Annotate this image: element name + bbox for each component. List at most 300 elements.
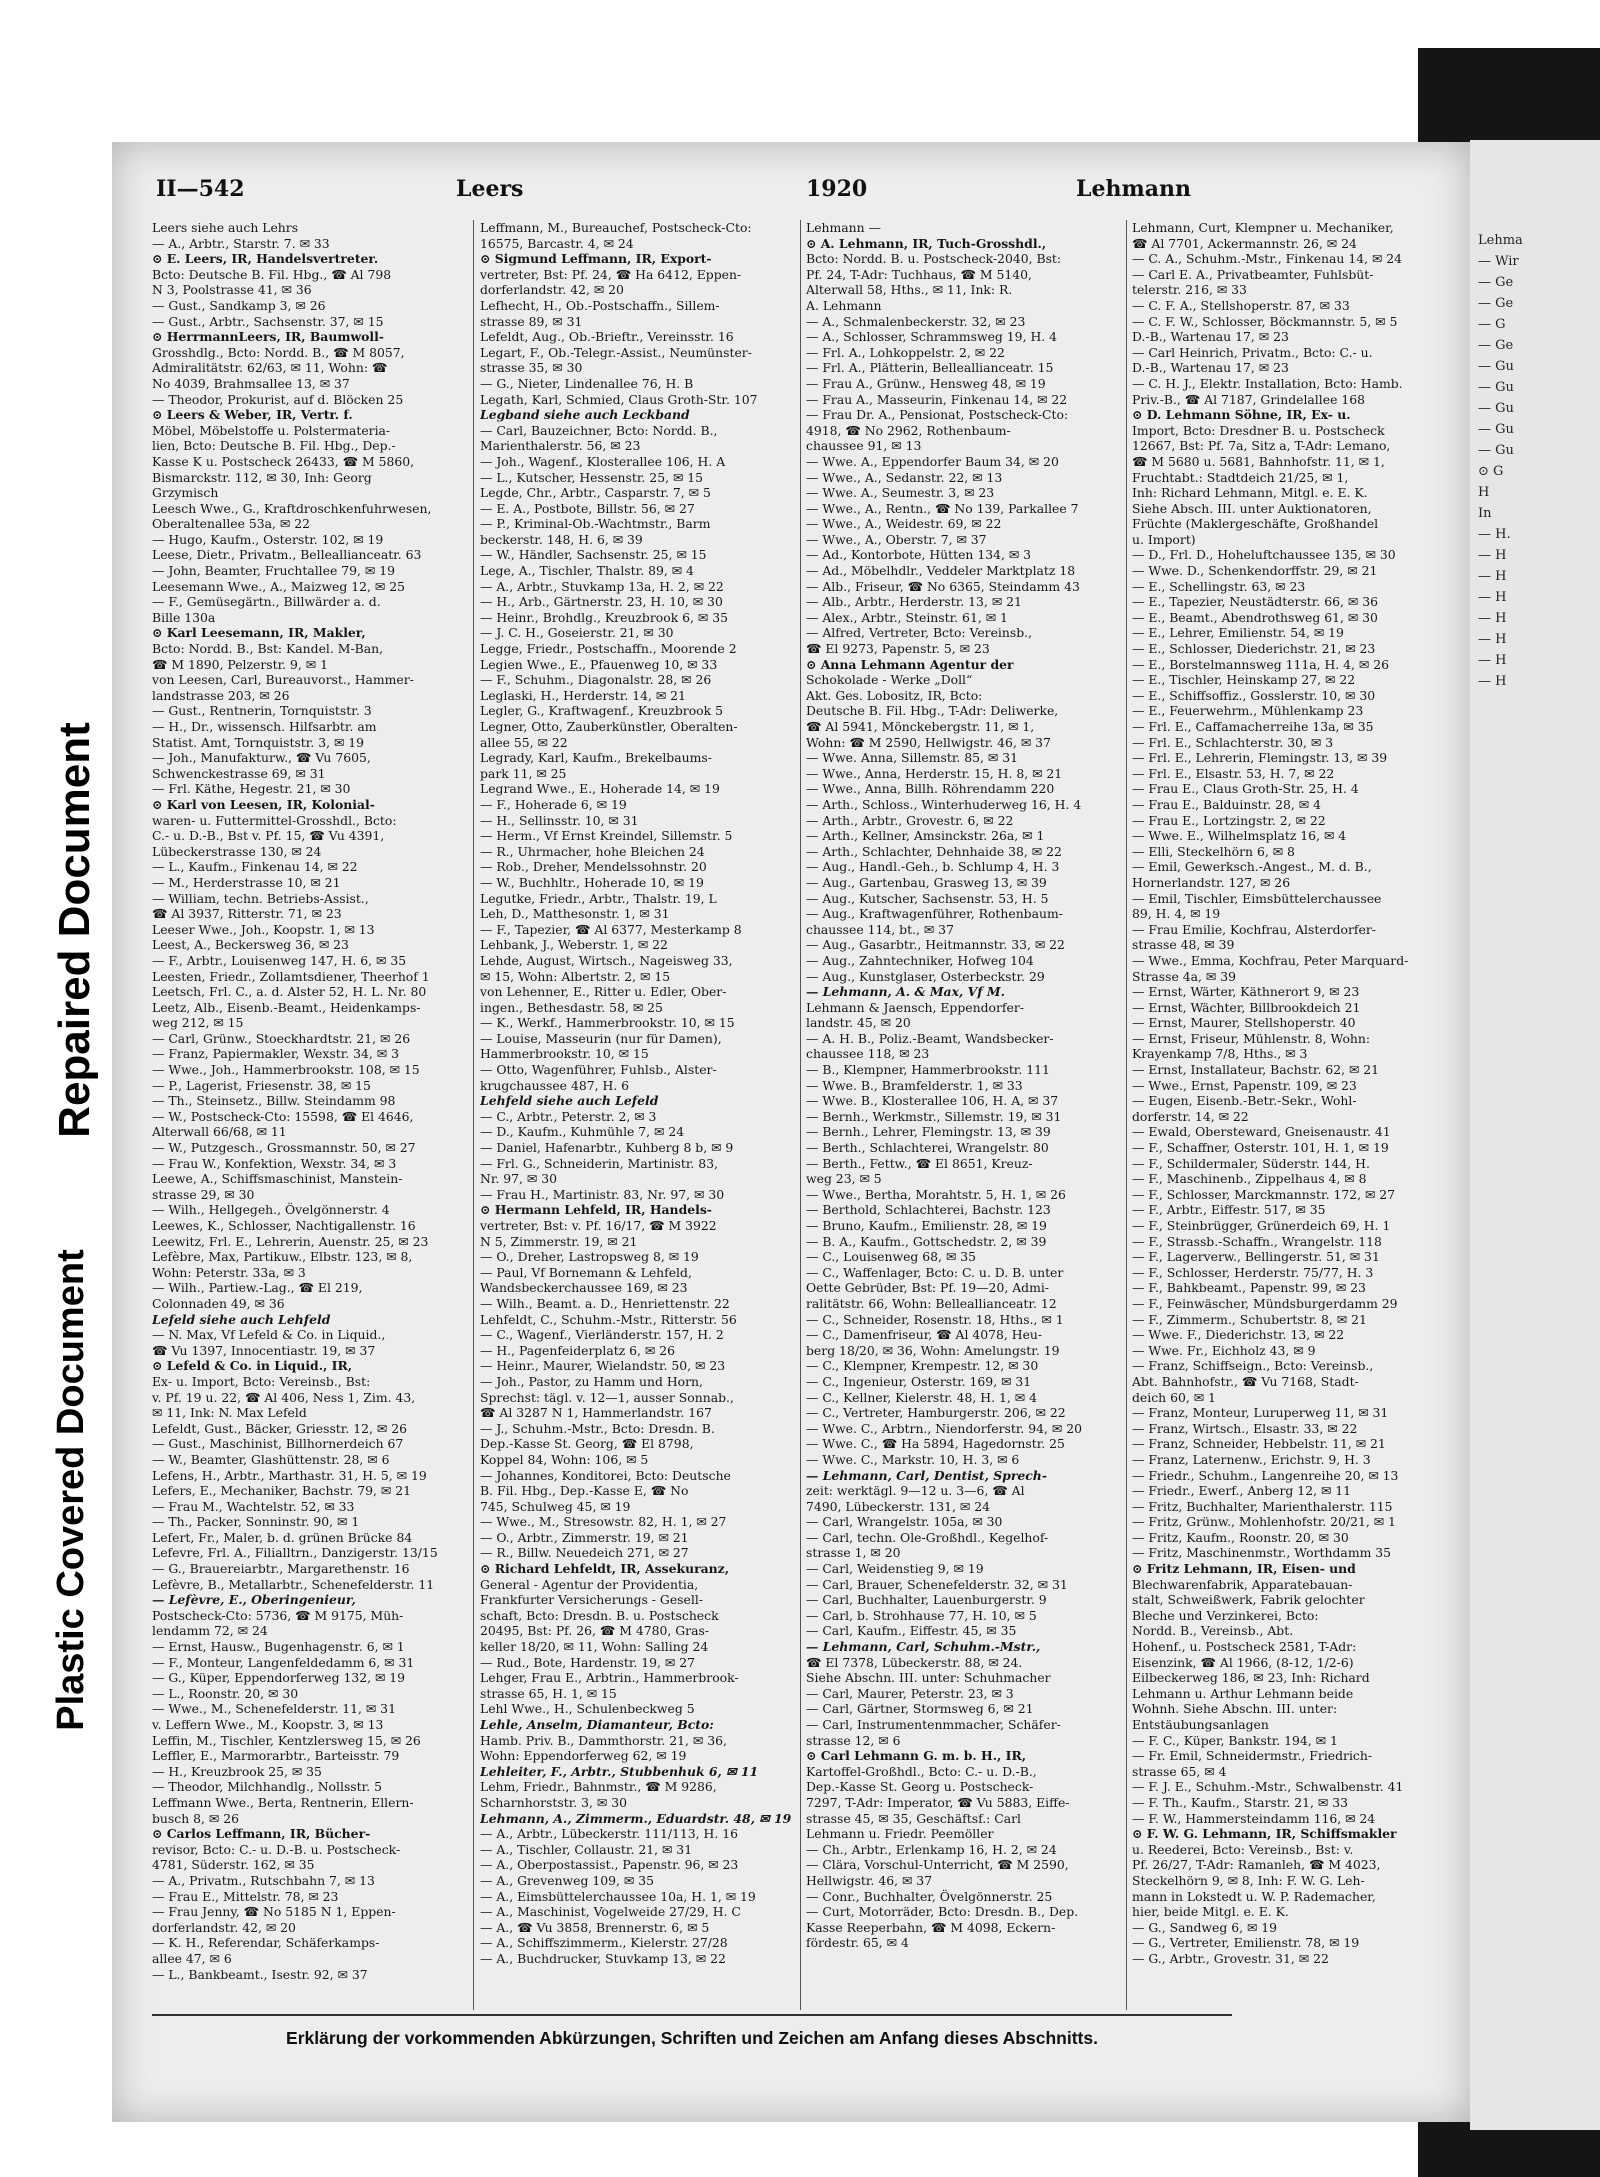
directory-entry: ⊙ Sigmund Leffmann, IR, Export- (480, 251, 712, 267)
next-page-fragment: — Ge (1478, 296, 1514, 311)
directory-entry: allee 47, ✉ 6 (152, 1950, 232, 1966)
directory-entry: Steckelhörn 9, ✉ 8, Inh: F. W. G. Leh- (1132, 1872, 1365, 1888)
directory-entry: — F., Schlosser, Marckmannstr. 172, ✉ 27 (1132, 1186, 1396, 1202)
directory-entry: Priv.-B., ☎ Al 7187, Grindelallee 168 (1132, 391, 1365, 407)
directory-entry: Alterwall 66/68, ✉ 11 (152, 1124, 287, 1140)
directory-entry: — C., Schneider, Rosenstr. 18, Hths., ✉ 1 (806, 1311, 1064, 1327)
directory-entry: — W., Händler, Sachsenstr. 25, ✉ 15 (480, 547, 707, 563)
directory-entry: — C., Waffenlager, Bcto: C. u. D. B. unter (806, 1264, 1064, 1280)
directory-entry: Lehde, August, Wirtsch., Nageisweg 33, (480, 952, 733, 968)
directory-entry: — Carl, Bauzeichner, Bcto: Nordd. B., (480, 422, 718, 438)
directory-entry: Bismarckstr. 112, ✉ 30, Inh: Georg (152, 469, 372, 485)
directory-entry: Bleche und Verzinkerei, Bcto: (1132, 1607, 1319, 1623)
directory-entry: — Theodor, Milchhandlg., Nollsstr. 5 (152, 1779, 382, 1795)
directory-entry: — B., Klempner, Hammerbrookstr. 111 (806, 1062, 1050, 1078)
directory-entry: — Frl. E., Schlachterstr. 30, ✉ 3 (1132, 734, 1334, 750)
directory-entry: ⊙ D. Lehmann Söhne, IR, Ex- u. (1132, 407, 1351, 423)
directory-entry: — F., Arbtr., Louisenweg 147, H. 6, ✉ 35 (152, 952, 407, 968)
directory-entry: — C. F. A., Stellshoperstr. 87, ✉ 33 (1132, 297, 1350, 313)
directory-entry: — Aug., Zahntechniker, Hofweg 104 (806, 952, 1034, 968)
next-page-fragment: In (1478, 506, 1492, 521)
directory-entry: fördestr. 65, ✉ 4 (806, 1935, 909, 1951)
directory-entry: Lehleiter, F., Arbtr., Stubbenhuk 6, ✉ 11 (480, 1763, 759, 1779)
directory-entry: — F., Lagerverw., Bellingerstr. 51, ✉ 31 (1132, 1249, 1380, 1265)
entry-column-4 (1132, 220, 1444, 1967)
directory-entry: — Frl. G., Schneiderin, Martinistr. 83, (480, 1155, 719, 1171)
directory-entry: 4918, ☎ No 2962, Rothenbaum- (806, 422, 1011, 438)
directory-entry: strasse 1, ✉ 20 (806, 1545, 901, 1561)
directory-entry: D.-B., Wartenau 17, ✉ 23 (1132, 329, 1289, 345)
directory-entry: Leesemann Wwe., A., Maizweg 12, ✉ 25 (152, 578, 405, 594)
directory-entry: — Wwe., A., Weidestr. 69, ✉ 22 (806, 516, 1002, 532)
directory-entry: — Ernst, Installateur, Bachstr. 62, ✉ 21 (1132, 1062, 1380, 1078)
directory-entry: — Friedr., Ewerf., Anberg 12, ✉ 11 (1132, 1483, 1352, 1499)
directory-entry: — Heinr., Brohdlg., Kreuzbrook 6, ✉ 35 (480, 609, 728, 625)
next-page-fragment: — Ge (1478, 275, 1514, 290)
directory-entry: Wandsbeckerchaussee 169, ✉ 23 (480, 1280, 688, 1296)
directory-entry: — Ernst, Maurer, Stellshoperstr. 40 (1132, 1015, 1356, 1031)
directory-entry: Alterwall 58, Hths., ✉ 11, Ink: R. (806, 282, 1013, 298)
column-divider (473, 220, 474, 2010)
directory-entry: — A., Tischler, Collaustr. 21, ✉ 31 (480, 1841, 693, 1857)
directory-entry: waren- u. Futtermittel-Grosshdl., Bcto: (152, 812, 397, 828)
directory-entry: — R., Uhrmacher, hohe Bleichen 24 (480, 843, 705, 859)
directory-entry: lien, Bcto: Deutsche B. Fil. Hbg., Dep.- (152, 438, 396, 454)
directory-entry: — K., Werkf., Hammerbrookstr. 10, ✉ 15 (480, 1015, 735, 1031)
directory-entry: ⊙ Karl Leesemann, IR, Makler, (152, 625, 366, 641)
page-number: II—542 (156, 176, 245, 202)
directory-entry: ralitätstr. 66, Wohn: Belleallianceatr. 12 (806, 1295, 1057, 1311)
directory-entry: — F. W., Hammersteindamm 116, ✉ 24 (1132, 1810, 1376, 1826)
directory-entry: General - Agentur der Providentia, (480, 1576, 699, 1592)
directory-entry: — Berthold, Schlachterei, Bachstr. 123 (806, 1202, 1051, 1218)
directory-entry: — Frau H., Martinistr. 83, Nr. 97, ✉ 30 (480, 1186, 725, 1202)
directory-entry: — Lehmann, A. & Max, Vf M. (806, 984, 1005, 1000)
directory-entry: Hohenf., u. Postscheck 2581, T-Adr: (1132, 1639, 1357, 1655)
directory-entry: — Gust., Maschinist, Billhornerdeich 67 (152, 1436, 404, 1452)
directory-entry: strasse 45, ✉ 35, Geschäftsf.: Carl (806, 1810, 1022, 1826)
directory-entry: — F., Maschinenb., Zippelhaus 4, ✉ 8 (1132, 1171, 1367, 1187)
directory-entry: — F., Schlosser, Herderstr. 75/77, H. 3 (1132, 1264, 1374, 1280)
directory-entry: — Alfred, Vertreter, Bcto: Vereinsb., (806, 625, 1033, 641)
directory-entry: ingen., Bethesdastr. 58, ✉ 25 (480, 999, 663, 1015)
directory-entry: — Frl. E., Elsastr. 53, H. 7, ✉ 22 (1132, 765, 1335, 781)
directory-entry: Lefeldt, Gust., Bäcker, Griesstr. 12, ✉ 26 (152, 1420, 407, 1436)
directory-entry: Lefens, H., Arbtr., Marthastr. 31, H. 5, ✉ 19 (152, 1467, 427, 1483)
directory-entry: — Carl, Kaufm., Eiffestr. 45, ✉ 35 (806, 1623, 1017, 1639)
directory-entry: Legner, Otto, Zauberkünstler, Oberalten- (480, 719, 738, 734)
directory-entry: — C., Ingenieur, Osterstr. 169, ✉ 31 (806, 1373, 1032, 1389)
directory-entry: — Berth., Fettw., ☎ El 8651, Kreuz- (806, 1155, 1033, 1171)
directory-entry: Lübeckerstrasse 130, ✉ 24 (152, 843, 322, 859)
directory-entry: ☎ El 7378, Lübeckerstr. 88, ✉ 24. (806, 1654, 1023, 1670)
directory-entry: Blechwarenfabrik, Apparatebauan- (1132, 1576, 1353, 1592)
directory-entry: — Fritz, Maschinenmstr., Worthdamm 35 (1132, 1545, 1392, 1561)
directory-entry: Abt. Bahnhofstr., ☎ Vu 7168, Stadt- (1132, 1373, 1359, 1389)
directory-entry: berg 18/20, ✉ 36, Wohn: Amelungstr. 19 (806, 1342, 1060, 1358)
directory-entry: — G., Vertreter, Emilienstr. 78, ✉ 19 (1132, 1935, 1360, 1951)
directory-entry: Admiralitätstr. 62/63, ✉ 11, Wohn: ☎ (152, 360, 388, 376)
directory-entry: — A. H. B., Poliz.-Beamt, Wandsbecker- (806, 1030, 1054, 1046)
directory-entry: — H., Dr., wissensch. Hilfsarbtr. am (152, 719, 377, 734)
directory-entry: keller 18/20, ✉ 11, Wohn: Salling 24 (480, 1639, 709, 1655)
directory-entry: — A., Schmalenbeckerstr. 32, ✉ 23 (806, 313, 1026, 329)
directory-entry: Ex- u. Import, Bcto: Vereinsb., Bst: (152, 1373, 371, 1389)
directory-entry: — Th., Packer, Sonninstr. 90, ✉ 1 (152, 1514, 360, 1530)
directory-entry: — Wwe. A., Eppendorfer Baum 34, ✉ 20 (806, 453, 1059, 469)
directory-entry: Hammerbrookstr. 10, ✉ 15 (480, 1046, 649, 1062)
directory-entry: — Carl, Gärtner, Stormsweg 6, ✉ 21 (806, 1701, 1034, 1717)
directory-entry: B. Fil. Hbg., Dep.-Kasse E, ☎ No (480, 1483, 689, 1499)
directory-entry: — Carl E. A., Privatbeamter, Fuhlsbüt- (1132, 266, 1374, 282)
directory-entry: strasse 35, ✉ 30 (480, 360, 583, 376)
directory-entry: Lehmann u. Friedr. Peemöller (806, 1826, 994, 1842)
directory-entry: Inh: Richard Lehmann, Mitgl. e. E. K. (1132, 485, 1368, 501)
directory-entry: ⊙ F. W. G. Lehmann, IR, Schiffsmakler (1132, 1826, 1397, 1842)
directory-entry: — F. J. E., Schuhm.-Mstr., Schwalbenstr. 41 (1132, 1779, 1404, 1795)
directory-entry: ☎ Al 5941, Mönckebergstr. 11, ✉ 1, (806, 719, 1035, 734)
directory-entry: — Carl, Buchhalter, Lauenburgerstr. 9 (806, 1592, 1047, 1608)
directory-entry: D.-B., Wartenau 17, ✉ 23 (1132, 360, 1289, 376)
directory-entry: Wohn: ☎ M 2590, Hellwigstr. 46, ✉ 37 (806, 734, 1051, 750)
directory-entry: Lehle, Anselm, Diamanteur, Bcto: (480, 1717, 714, 1732)
next-page-fragment: — H (1478, 569, 1507, 584)
directory-entry: — Wwe., A., Sedanstr. 22, ✉ 13 (806, 469, 1003, 485)
directory-entry: dorferstr. 14, ✉ 22 (1132, 1108, 1249, 1124)
directory-entry: — A., Privatm., Rutschbahn 7, ✉ 13 (152, 1872, 375, 1888)
directory-entry: — Conr., Buchhalter, Övelgönnerstr. 25 (806, 1888, 1053, 1904)
directory-entry: — Wwe., Emma, Kochfrau, Peter Marquard- (1132, 952, 1409, 968)
directory-entry: — Wwe. C., Markstr. 10, H. 3, ✉ 6 (806, 1451, 1020, 1467)
directory-entry: Siehe Absch. III. unter Auktionatoren, (1132, 500, 1372, 516)
directory-entry: Leetsch, Frl. C., a. d. Alster 52, H. L. Nr. 80 (152, 984, 427, 1000)
directory-entry: — Frau A., Grünw., Hensweg 48, ✉ 19 (806, 375, 1046, 391)
next-page-fragment: — Ge (1478, 338, 1514, 353)
directory-entry: — Ch., Arbtr., Erlenkamp 16, H. 2, ✉ 24 (806, 1841, 1057, 1857)
directory-entry: — P., Kriminal-Ob.-Wachtmstr., Barm (480, 516, 711, 532)
directory-entry: Legrand Wwe., E., Hoherade 14, ✉ 19 (480, 781, 720, 797)
directory-entry: Koppel 84, Wohn: 106, ✉ 5 (480, 1451, 649, 1467)
directory-entry: Legler, G., Kraftwagenf., Kreuzbrook 5 (480, 703, 723, 719)
directory-entry: — Joh., Pastor, zu Hamm und Horn, (480, 1373, 703, 1389)
directory-entry: — Bernh., Werkmstr., Sillemstr. 19, ✉ 31 (806, 1108, 1062, 1124)
directory-entry: No 4039, Brahmsallee 13, ✉ 37 (152, 375, 350, 391)
directory-entry: — Franz, Papiermakler, Wexstr. 34, ✉ 3 (152, 1046, 399, 1062)
directory-entry: — Frau E., Lortzingstr. 2, ✉ 22 (1132, 812, 1326, 828)
directory-entry: — C., Arbtr., Peterstr. 2, ✉ 3 (480, 1108, 657, 1124)
directory-entry: chaussee 91, ✉ 13 (806, 438, 922, 454)
directory-entry: — Frl. A., Plätterin, Belleallianceatr. 15 (806, 360, 1054, 376)
directory-entry: ⊙ Anna Lehmann Agentur der (806, 656, 1014, 672)
directory-entry: — F. Th., Kaufm., Starstr. 21, ✉ 33 (1132, 1794, 1348, 1810)
header-year: 1920 (806, 176, 868, 202)
directory-entry: — Alb., Arbtr., Herderstr. 13, ✉ 21 (806, 594, 1022, 610)
directory-entry: — Ad., Kontorbote, Hütten 134, ✉ 3 (806, 547, 1032, 563)
directory-entry: v. Pf. 19 u. 22, ☎ Al 406, Ness 1, Zim. 43, (152, 1389, 416, 1405)
directory-entry: — A., Arbtr., Stuvkamp 13a, H. 2, ✉ 22 (480, 578, 724, 594)
directory-entry: — C. A., Schuhm.-Mstr., Finkenau 14, ✉ 24 (1132, 251, 1403, 267)
directory-entry: Oberaltenallee 53a, ✉ 22 (152, 516, 311, 532)
directory-entry: ☎ M 5680 u. 5681, Bahnhofstr. 11, ✉ 1, (1132, 453, 1385, 469)
directory-entry: — Franz, Laternenw., Erichstr. 9, H. 3 (1132, 1451, 1371, 1467)
directory-entry: — F., Bahkbeamt., Papenstr. 99, ✉ 23 (1132, 1280, 1366, 1296)
directory-entry: — Fritz, Buchhalter, Marienthalerstr. 115 (1132, 1498, 1393, 1514)
directory-entry: — Wwe. C., Arbtrn., Niendorferstr. 94, ✉ 20 (806, 1420, 1083, 1436)
directory-entry: — A., Schiffszimmerm., Kielerstr. 27/28 (480, 1935, 728, 1951)
next-page-fragment: — Gu (1478, 380, 1514, 395)
directory-entry: Hellwigstr. 46, ✉ 37 (806, 1872, 933, 1888)
directory-entry: Bcto: Nordd. B. u. Postscheck-2040, Bst: (806, 251, 1062, 267)
directory-entry: ☎ Al 7701, Ackermannstr. 26, ✉ 24 (1132, 235, 1357, 251)
directory-entry: Leers siehe auch Lehrs (152, 220, 299, 235)
directory-entry: ⊙ A. Lehmann, IR, Tuch-Grosshdl., (806, 235, 1047, 251)
directory-entry: — A., ☎ Vu 3858, Brennerstr. 6, ✉ 5 (480, 1919, 710, 1935)
directory-entry: Lege, A., Tischler, Thalstr. 89, ✉ 4 (480, 563, 694, 579)
directory-entry: — Franz, Monteur, Luruperweg 11, ✉ 31 (1132, 1405, 1389, 1421)
directory-entry: — P., Lagerist, Friesenstr. 38, ✉ 15 (152, 1077, 371, 1093)
directory-entry: — Carl, Wrangelstr. 105a, ✉ 30 (806, 1514, 1003, 1530)
directory-entry: Lehm, Friedr., Bahnmstr., ☎ M 9286, (480, 1779, 717, 1795)
directory-entry: ⊙ Richard Lehfeldt, IR, Assekuranz, (480, 1561, 730, 1577)
directory-entry: — F., Hoherade 6, ✉ 19 (480, 796, 627, 812)
directory-entry: — Joh., Wagenf., Klosterallee 106, H. A (480, 453, 726, 469)
directory-entry: Legband siehe auch Leckband (480, 407, 690, 423)
directory-entry: — K. H., Referendar, Schäferkamps- (152, 1935, 380, 1951)
directory-entry: — Wwe., M., Schenefelderstr. 11, ✉ 31 (152, 1701, 396, 1717)
directory-entry: Bille 130a (152, 609, 216, 625)
directory-entry: — Ewald, Obersteward, Gneisenaustr. 41 (1132, 1124, 1391, 1140)
directory-entry: — Wwe. E., Wilhelmsplatz 16, ✉ 4 (1132, 828, 1347, 844)
directory-entry: N 5, Zimmerstr. 19, ✉ 21 (480, 1233, 638, 1249)
directory-entry: — G., Küper, Eppendorferweg 132, ✉ 19 (152, 1670, 406, 1686)
directory-entry: stalt, Schweißwerk, Fabrik gelochter (1132, 1592, 1365, 1608)
directory-entry: u. Reederei, Bcto: Vereinsb., Bst: v. (1132, 1841, 1354, 1857)
directory-entry: Entstäubungsanlagen (1132, 1717, 1269, 1732)
directory-entry: — Bernh., Lehrer, Flemingstr. 13, ✉ 39 (806, 1124, 1051, 1140)
directory-entry: v. Leffern Wwe., M., Koopstr. 3, ✉ 13 (152, 1717, 384, 1732)
directory-entry: Sprechst: tägl. v. 12—1, ausser Sonnab., (480, 1389, 734, 1405)
directory-entry: ☎ El 9273, Papenstr. 5, ✉ 23 (806, 641, 990, 657)
directory-entry: — Theodor, Prokurist, auf d. Blöcken 25 (152, 391, 404, 407)
directory-entry: — Aug., Kraftwagenführer, Rothenbaum- (806, 906, 1063, 922)
directory-entry: — W., Buchhltr., Hoherade 10, ✉ 19 (480, 874, 704, 890)
directory-entry: — H., Pagenfeiderplatz 6, ✉ 26 (480, 1342, 676, 1358)
repaired-document-label: Repaired Document (50, 722, 99, 1138)
directory-entry: — J. C. H., Goseierstr. 21, ✉ 30 (480, 625, 674, 641)
directory-entry: — Ernst, Hausw., Bugenhagenstr. 6, ✉ 1 (152, 1639, 405, 1655)
entry-column-1 (152, 220, 464, 1982)
directory-entry: — C., Kellner, Kielerstr. 48, H. 1, ✉ 4 (806, 1389, 1037, 1405)
directory-entry: Nordd. B., Vereinsb., Abt. (1132, 1623, 1294, 1639)
directory-entry: — Wwe., M., Stresowstr. 82, H. 1, ✉ 27 (480, 1514, 727, 1530)
directory-entry: ⊙ Hermann Lehfeld, IR, Handels- (480, 1202, 712, 1218)
directory-entry: chaussee 114, bt., ✉ 37 (806, 921, 954, 937)
directory-entry: — H., Sellinsstr. 10, ✉ 31 (480, 812, 639, 828)
directory-entry: — Bruno, Kaufm., Emilienstr. 28, ✉ 19 (806, 1218, 1047, 1233)
directory-entry: 745, Schulweg 45, ✉ 19 (480, 1498, 631, 1514)
directory-entry: — Carl Heinrich, Privatm., Bcto: C.- u. (1132, 344, 1373, 360)
directory-entry: Leewes, K., Schlosser, Nachtigallenstr. 16 (152, 1218, 416, 1233)
directory-entry: Strasse 4a, ✉ 39 (1132, 968, 1237, 984)
next-page-fragment: — H (1478, 590, 1507, 605)
directory-entry: ☎ Vu 1397, Innocentiastr. 19, ✉ 37 (152, 1342, 376, 1358)
directory-entry: 12667, Bst: Pf. 7a, Sitz a, T-Adr: Lemano, (1132, 438, 1391, 454)
directory-entry: — A., Arbtr., Starstr. 7. ✉ 33 (152, 235, 330, 251)
directory-entry: Lehmann u. Arthur Lehmann beide (1132, 1685, 1354, 1701)
directory-entry: vertreter, Bst: Pf. 24, ☎ Ha 6412, Eppen- (480, 266, 742, 282)
directory-entry: Marienthalerstr. 56, ✉ 23 (480, 438, 641, 454)
directory-entry: ⊙ E. Leers, IR, Handelsvertreter. (152, 251, 379, 267)
directory-entry: — Wwe., Anna, Billh. Röhrendamm 220 (806, 781, 1055, 797)
directory-entry: — R., Billw. Neuedeich 271, ✉ 27 (480, 1545, 689, 1561)
directory-entry: Lefert, Fr., Maler, b. d. grünen Brücke 84 (152, 1529, 413, 1545)
directory-entry: — F., Tapezier, ☎ Al 6377, Mesterkamp 8 (480, 921, 742, 937)
directory-entry: Bcto: Nordd. B., Bst: Kandel. M-Ban, (152, 641, 384, 657)
directory-entry: — G., Nieter, Lindenallee 76, H. B (480, 375, 694, 391)
directory-entry: ⊙ Karl von Leesen, IR, Kolonial- (152, 796, 375, 812)
directory-entry: — Th., Steinsetz., Billw. Steindamm 98 (152, 1093, 396, 1109)
plastic-covered-label: Plastic Covered Document (50, 1249, 92, 1731)
directory-entry: — H., Arb., Gärtnerstr. 23, H. 10, ✉ 30 (480, 594, 723, 610)
directory-entry: Möbel, Möbelstoffe u. Polstermateria- (152, 422, 391, 438)
next-page-fragment: H (1478, 485, 1490, 500)
directory-entry: — Aug., Kutscher, Sachsenstr. 53, H. 5 (806, 890, 1049, 906)
directory-entry: — Wwe. A., Seumestr. 3, ✉ 23 (806, 485, 995, 501)
directory-entry: Eisenzink, ☎ Al 1966, (8-12, 1/2-6) (1132, 1654, 1354, 1670)
directory-entry: — Ernst, Wächter, Billbrookdeich 21 (1132, 999, 1361, 1015)
directory-entry: Legutke, Friedr., Arbtr., Thalstr. 19, L (480, 890, 717, 906)
directory-entry: — A., Grevenweg 109, ✉ 35 (480, 1872, 654, 1888)
directory-entry: Leetz, Alb., Eisenb.-Beamt., Heidenkamps- (152, 999, 421, 1015)
directory-entry: — A., Schlosser, Schrammsweg 19, H. 4 (806, 329, 1058, 345)
directory-entry: — E., Borstelmannsweg 111a, H. 4, ✉ 26 (1132, 656, 1390, 672)
directory-entry: — L., Roonstr. 20, ✉ 30 (152, 1685, 299, 1701)
directory-entry: — M., Herderstrasse 10, ✉ 21 (152, 874, 341, 890)
directory-entry: dorferlandstr. 42, ✉ 20 (152, 1919, 296, 1935)
directory-entry: Leese, Dietr., Privatm., Belleallianceatr. 63 (152, 547, 422, 563)
directory-entry: Pf. 24, T-Adr: Tuchhaus, ☎ M 5140, (806, 266, 1032, 282)
directory-entry: Statist. Amt, Tornquiststr. 3, ✉ 19 (152, 734, 365, 750)
directory-entry: — Wilh., Hellgegeh., Övelgönnerstr. 4 (152, 1202, 390, 1218)
directory-entry: — J., Schuhm.-Mstr., Bcto: Dresdn. B. (480, 1420, 715, 1436)
directory-entry: Wohn: Peterstr. 33a, ✉ 3 (152, 1264, 306, 1280)
directory-entry: — W., Beamter, Glashüttenstr. 28, ✉ 6 (152, 1451, 390, 1467)
directory-entry: — Wwe. Fr., Eichholz 43, ✉ 9 (1132, 1342, 1316, 1358)
directory-entry: — John, Beamter, Fruchtallee 79, ✉ 19 (152, 563, 395, 579)
directory-entry: — C., Wagenf., Vierländerstr. 157, H. 2 (480, 1327, 724, 1343)
directory-entry: — Wwe. B., Klosterallee 106, H. A, ✉ 37 (806, 1093, 1059, 1109)
entry-column-3 (806, 220, 1118, 1951)
directory-entry: Leesten, Friedr., Zollamtsdiener, Theerhof 1 (152, 968, 430, 984)
directory-entry: Wohnh. Siehe Abschn. III. unter: (1132, 1701, 1338, 1717)
directory-entry: — Wilh., Partiew.-Lag., ☎ El 219, (152, 1280, 363, 1296)
next-page-fragment: — Gu (1478, 443, 1514, 458)
directory-entry: — Franz, Schneider, Hebbelstr. 11, ✉ 21 (1132, 1436, 1386, 1452)
directory-entry: — A., Maschinist, Vogelweide 27/29, H. C (480, 1904, 741, 1920)
directory-entry: — G., Sandweg 6, ✉ 19 (1132, 1919, 1278, 1935)
directory-entry: 16575, Barcastr. 4, ✉ 24 (480, 235, 634, 251)
directory-entry: Dep.-Kasse St. Georg u. Postscheck- (806, 1779, 1034, 1795)
directory-entry: — L., Kutscher, Hessenstr. 25, ✉ 15 (480, 469, 704, 485)
directory-entry: Lefèvre, B., Metallarbtr., Schenefelderstr. 11 (152, 1576, 435, 1592)
directory-entry: — Frau M., Wachtelstr. 52, ✉ 33 (152, 1498, 355, 1514)
next-page-fragment: — H (1478, 611, 1507, 626)
directory-entry: Colonnaden 49, ✉ 36 (152, 1295, 285, 1311)
directory-entry: Legrady, Karl, Kaufm., Brekelbaums- (480, 750, 712, 766)
directory-entry: — Ad., Möbelhdlr., Veddeler Marktplatz 18 (806, 563, 1076, 579)
directory-entry: strasse 89, ✉ 31 (480, 313, 583, 329)
next-page-fragment: ⊙ G (1478, 464, 1504, 479)
left-margin-strip (0, 0, 99, 2177)
directory-entry: — Berth., Schlachterei, Wrangelstr. 80 (806, 1140, 1049, 1156)
next-page-fragment: — Gu (1478, 359, 1514, 374)
footer-note: Erklärung der vorkommenden Abkürzungen, Schriften und Zeichen am Anfang dieses Abschnitts. (152, 2014, 1232, 2049)
directory-entry: — G., Arbtr., Grovestr. 31, ✉ 22 (1132, 1950, 1329, 1966)
directory-entry: N 3, Poolstrasse 41, ✉ 36 (152, 282, 312, 298)
directory-entry: Leffler, E., Marmorarbtr., Barteisstr. 79 (152, 1748, 400, 1764)
directory-entry: dorferlandstr. 42, ✉ 20 (480, 282, 624, 298)
directory-entry: — F., Monteur, Langenfeldedamm 6, ✉ 31 (152, 1654, 415, 1670)
directory-entry: — Frau Emilie, Kochfrau, Alsterdorfer- (1132, 921, 1376, 937)
directory-entry: von Leesen, Carl, Bureauvorst., Hammer- (152, 672, 414, 688)
directory-entry: — Ernst, Wärter, Käthnerort 9, ✉ 23 (1132, 984, 1360, 1000)
directory-entry: — C., Vertreter, Hamburgerstr. 206, ✉ 22 (806, 1405, 1066, 1421)
directory-entry: Frankfurter Versicherungs - Gesell- (480, 1592, 703, 1608)
directory-entry: — Carl, Brauer, Schenefelderstr. 32, ✉ 31 (806, 1576, 1068, 1592)
directory-entry: — Alex., Arbtr., Steinstr. 61, ✉ 1 (806, 609, 1008, 625)
directory-entry: Lefeld siehe auch Lehfeld (152, 1311, 331, 1327)
directory-entry: Hamb. Priv. B., Dammthorstr. 21, ✉ 36, (480, 1732, 727, 1748)
directory-entry: — Clära, Vorschul-Unterricht, ☎ M 2590, (806, 1857, 1069, 1873)
directory-entry: — Rob., Dreher, Mendelssohnstr. 20 (480, 859, 707, 875)
directory-entry: — A., Oberpostassist., Papenstr. 96, ✉ 23 (480, 1857, 739, 1873)
directory-entry: Kasse K u. Postscheck 26433, ☎ M 5860, (152, 453, 415, 469)
directory-entry: — Wwe. F., Diederichstr. 13, ✉ 22 (1132, 1327, 1345, 1343)
directory-entry: — Gust., Sandkamp 3, ✉ 26 (152, 297, 326, 313)
directory-entry: Schokolade - Werke „Doll“ (806, 672, 973, 688)
directory-entry: ☎ Al 3287 N 1, Hammerlandstr. 167 (480, 1405, 712, 1421)
directory-entry: — E., Feuerwehrm., Mühlenkamp 23 (1132, 703, 1364, 719)
header-left-word: Leers (456, 176, 524, 202)
directory-entry: — Lehmann, Carl, Schuhm.-Mstr., (806, 1639, 1041, 1655)
directory-entry: Fruchtabt.: Stadtdeich 21/25, ✉ 1, (1132, 469, 1349, 485)
directory-entry: Deutsche B. Fil. Hbg., T-Adr: Deliwerke, (806, 703, 1059, 719)
next-page-fragment: — H (1478, 674, 1507, 689)
directory-entry: — C., Klempner, Krempestr. 12, ✉ 30 (806, 1358, 1039, 1374)
directory-entry: Leeser Wwe., Joh., Koopstr. 1, ✉ 13 (152, 921, 375, 937)
directory-entry: — D., Frl. D., Hoheluftchaussee 135, ✉ 30 (1132, 547, 1396, 563)
directory-entry: ⊙ Carlos Leffmann, IR, Bücher- (152, 1826, 371, 1842)
directory-entry: 7297, T-Adr: Imperator, ☎ Vu 5883, Eiffe- (806, 1794, 1070, 1810)
directory-entry: Lefèbre, Max, Partikuw., Elbstr. 123, ✉ 8, (152, 1249, 413, 1265)
page-header (156, 176, 1236, 206)
directory-entry: Lehmann, Curt, Klempner u. Mechaniker, (1132, 220, 1394, 235)
directory-entry: Dep.-Kasse St. Georg, ☎ El 8798, (480, 1436, 694, 1452)
directory-entry: — G., Brauereiarbtr., Margarethenstr. 16 (152, 1561, 410, 1577)
directory-entry: Lehl Wwe., H., Schulenbeckweg 5 (480, 1701, 695, 1717)
next-page-fragment: — H (1478, 632, 1507, 647)
directory-entry: — O., Dreher, Lastropsweg 8, ✉ 19 (480, 1249, 699, 1265)
directory-entry: — Wwe., A., Oberstr. 7, ✉ 37 (806, 531, 987, 547)
directory-entry: — E., Beamt., Abendrothsweg 61, ✉ 30 (1132, 609, 1378, 625)
directory-entry: Lehfeldt, C., Schuhm.-Mstr., Ritterstr. 56 (480, 1311, 737, 1327)
directory-entry: — Aug., Kunstglaser, Osterbeckstr. 29 (806, 968, 1045, 984)
directory-entry: telerstr. 216, ✉ 33 (1132, 282, 1247, 298)
directory-entry: park 11, ✉ 25 (480, 765, 567, 781)
next-page-fragments (1470, 140, 1600, 692)
directory-entry: — Frau E., Balduinstr. 28, ✉ 4 (1132, 796, 1321, 812)
directory-entry: zeit: werktägl. 9—12 u. 3—6, ☎ Al (806, 1483, 1025, 1499)
